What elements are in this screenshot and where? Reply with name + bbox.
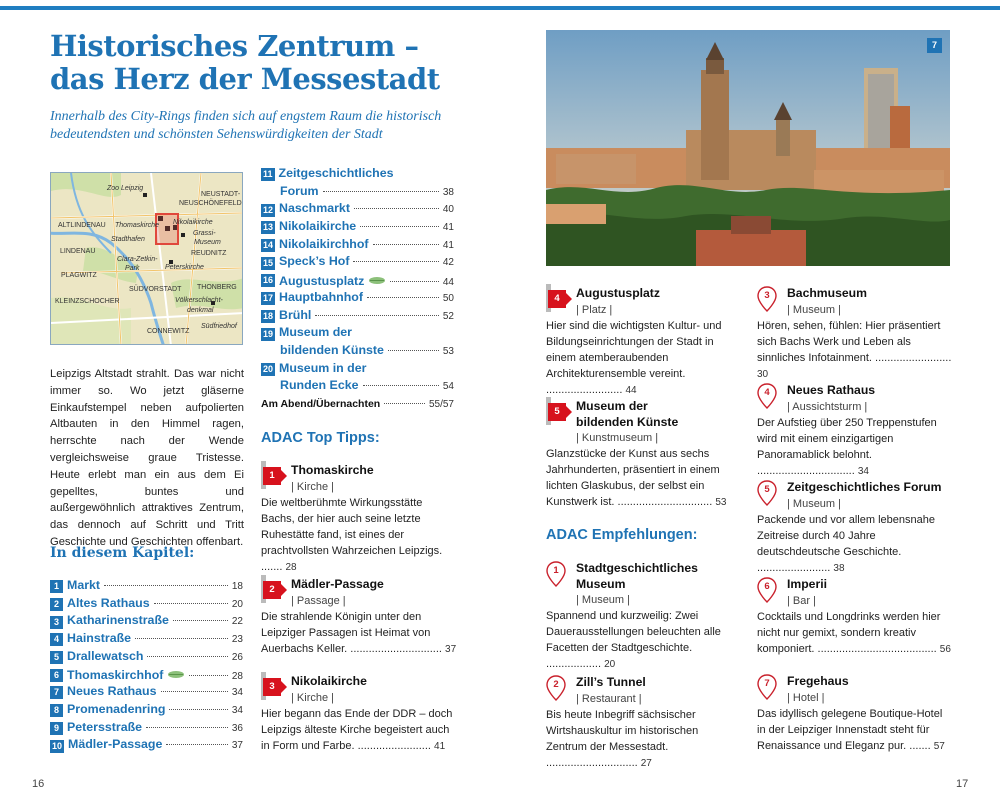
district-map — [50, 172, 243, 345]
tip-number: 1 — [263, 467, 281, 485]
chapter-num: 17 — [263, 293, 274, 304]
leader-dots — [173, 620, 228, 621]
rec-text: Spannend und kurzweilig: Zwei Dauerausstellungen beleuchten alle Facetten der Stadtgeschichte. .................. 20 — [546, 610, 721, 670]
rec-category: | Restaurant | — [576, 692, 642, 705]
rec-body: Spannend und kurzweilig: Zwei Dauerausstellungen beleuchten alle Facetten der Stadtgeschichte. — [546, 610, 721, 654]
rec-category: | Bar | — [787, 594, 816, 607]
tip-page: 37 — [445, 643, 457, 655]
chapter-item[interactable] — [261, 237, 454, 255]
tip-category: | Platz | — [576, 303, 613, 316]
chapter-page: 23 — [231, 634, 243, 646]
leader-dots — [146, 727, 228, 728]
chapter-page: 52 — [442, 310, 454, 322]
chapter-num: 16 — [263, 275, 274, 286]
map-label-thomaskirche: Thomaskirche — [115, 222, 159, 229]
leader-dots — [169, 709, 227, 710]
chapter-num: 12 — [263, 204, 274, 215]
chapter-name: Brühl — [279, 307, 312, 322]
chapter-num: 14 — [263, 240, 274, 251]
map-pin-icon — [546, 561, 566, 587]
leader-dots — [390, 281, 439, 282]
map-label-kleinzschocher: KLEINZSCHOCHER — [55, 298, 120, 305]
map-label-neustadt: NEUSTADT- — [201, 191, 241, 198]
top-tip-entry[interactable] — [261, 674, 457, 755]
chapter-item[interactable] — [50, 631, 243, 649]
chapter-item[interactable] — [261, 254, 454, 272]
chapter-num: 11 — [263, 169, 273, 180]
map-label-suedvorstadt: SÜDVORSTADT — [129, 286, 182, 293]
rec-page: 30 — [757, 368, 769, 380]
title-line-1: Historisches Zentrum – — [50, 29, 419, 63]
chapter-page: 28 — [231, 671, 243, 683]
chapter-item[interactable] — [50, 649, 243, 667]
page-number-right: 17 — [956, 778, 969, 790]
top-rule — [0, 6, 1000, 10]
rec-body: Hören, sehen, fühlen: Hier präsentiert sich Bachs Werk und Leben als sinnliches Infotainment. — [757, 319, 941, 364]
chapter-num: 9 — [50, 722, 63, 735]
chapter-name: Markt — [67, 578, 101, 592]
chapter-item[interactable] — [261, 290, 454, 308]
chapter-num: 1 — [50, 580, 63, 593]
chapter-name: Nikolaikirche — [279, 219, 357, 234]
chapter-num: 2 — [50, 598, 63, 611]
rec-body: Packende und vor allem lebensnahe Zeitreise durch 40 Jahre deutschdeutsche Geschichte. — [757, 513, 935, 558]
rec-title: Neues Rathaus — [787, 383, 876, 397]
city-hall-photo — [546, 30, 950, 266]
chapter-page: 42 — [442, 257, 454, 269]
chapter-name: Neues Rathaus — [67, 684, 157, 699]
chapter-name: Zeitgeschichtliches — [278, 166, 394, 180]
chapter-num: 4 — [50, 633, 63, 646]
chapter-name: Speck’s Hof — [279, 254, 350, 269]
chapter-list-2 — [261, 166, 454, 396]
chapter-num: 13 — [263, 222, 274, 233]
chapter-name: Altes Rathaus — [67, 595, 150, 610]
rec-category: | Aussichtsturm | — [787, 400, 868, 413]
chapter-name: Nikolaikirchhof — [279, 236, 369, 251]
lead-text — [50, 108, 490, 144]
map-label-lindenau: LINDENAU — [60, 248, 96, 255]
chapter-page: 41 — [442, 222, 454, 234]
chapter-page: 22 — [231, 616, 243, 628]
tip-text: Hier sind die wichtigsten Kultur- und Bildungseinrichtungen der Stadt in einem atemberaubenden Architekturensemble vereint. ......................... 44 — [546, 319, 722, 396]
map-label-nikolaikirche: Nikolaikirche — [173, 219, 213, 226]
map-label-stadthafen: Stadthafen — [111, 236, 145, 243]
chapter-page: 18 — [231, 581, 243, 592]
rec-body: Cocktails und Longdrinks werden hier nicht nur gemixt, sondern kreativ komponiert. — [757, 610, 941, 655]
chapter-num: 8 — [50, 704, 63, 717]
chapter-num: 7 — [50, 686, 63, 699]
lead-line-2: bedeutendsten und schönsten Sehenswürdigkeiten der Stadt — [50, 127, 383, 142]
chapter-page: 34 — [231, 687, 243, 699]
rec-title-line-2: Museum — [576, 576, 626, 591]
intro-text: Leipzigs Altstadt strahlt. Das war nicht immer so. Wo jetzt gläserne Einkaufstempel neben aufpolierten Altbauten in den Himmel ragen, herrschte nach der Wende vergleichsweise graue Tristesse. Heute erlebt man ein aus dem Ei gepelltes, buntes und außergewöhnlich attraktives Zentrum, das dennoch auf Schritt und Tritt Geschichte und Geschichten offenbart. — [50, 368, 244, 548]
tip-title: Nikolaikirche — [291, 674, 367, 688]
tip-page: 41 — [434, 740, 446, 752]
tip-page: 28 — [285, 561, 297, 573]
rec-number: 7 — [764, 678, 770, 689]
chapter-name: Promenadenring — [67, 701, 166, 716]
chapter-item[interactable] — [50, 684, 243, 702]
rec-title: Zill’s Tunnel — [576, 675, 646, 689]
chapter-item[interactable] — [50, 666, 243, 684]
red-flag-icon — [261, 461, 283, 493]
map-label-zoo: Zoo Leipzig — [107, 185, 144, 192]
chapter-heading: In diesem Kapitel: — [50, 545, 195, 561]
tip-body: Die strahlende Königin unter den Leipziger Passagen ist Heimat von Auerbachs Keller. — [261, 610, 431, 655]
leader-dots — [388, 350, 439, 351]
tip-number: 5 — [548, 403, 566, 421]
map-pin-icon — [757, 674, 777, 700]
rec-category: | Museum | — [787, 497, 842, 510]
rec-number: 5 — [764, 484, 770, 495]
chapter-num: 3 — [50, 616, 63, 629]
tip-text: Die strahlende Königin unter den Leipziger Passagen ist Heimat von Auerbachs Keller. .............................. 37 — [261, 610, 457, 655]
map-pin-icon — [546, 675, 566, 701]
rec-number: 3 — [764, 290, 770, 301]
leader-dots — [384, 403, 425, 404]
map-label-connewitz: CONNEWITZ — [147, 328, 190, 335]
top-tip-entry[interactable] — [546, 286, 742, 399]
evening-link[interactable] — [261, 398, 454, 410]
tip-number: 3 — [263, 678, 281, 696]
tip-title: Thomaskirche — [291, 463, 374, 477]
map-label-peterskirche: Peterskirche — [165, 264, 204, 271]
chapter-name: Museum in der — [279, 360, 367, 375]
chapter-num: 6 — [50, 669, 63, 682]
chapter-item[interactable] — [261, 325, 454, 360]
chapter-item[interactable] — [50, 613, 243, 631]
chapter-name: Petersstraße — [67, 719, 143, 734]
top-tips-heading: ADAC Top Tipps: — [261, 430, 380, 446]
tip-number: 2 — [263, 581, 281, 599]
rec-body: Das idyllisch gelegene Boutique-Hotel in der Leipziger Innenstadt steht für Renaissance und Eleganz pur. — [757, 707, 943, 752]
evening-page: 55/57 — [428, 399, 454, 410]
chapter-page: 36 — [231, 722, 243, 734]
rec-page: 34 — [857, 465, 869, 477]
chapter-item[interactable] — [50, 737, 243, 755]
rec-text: Packende und vor allem lebensnahe Zeitreise durch 40 Jahre deutschdeutsche Geschichte. ........................ 38 — [757, 513, 935, 574]
title-line-2: das Herz der Messestadt — [50, 62, 440, 96]
chapter-num: 10 — [52, 740, 63, 751]
rec-page: 56 — [939, 643, 951, 655]
rec-number: 4 — [764, 387, 770, 398]
chapter-page: 34 — [231, 704, 243, 716]
rec-text: Cocktails und Longdrinks werden hier nicht nur gemixt, sondern kreativ komponiert. ....................................... 56 — [757, 610, 951, 655]
chapter-list — [50, 578, 243, 755]
rec-body: Bis heute Inbegriff sächsischer Wirtshauskultur im historischen Zentrum der Messestadt. — [546, 708, 699, 753]
chapter-item[interactable] — [50, 720, 243, 738]
evening-label: Am Abend/Übernachten — [261, 398, 381, 410]
recommendation-entry[interactable] — [546, 561, 742, 673]
rec-title: Imperii — [787, 577, 827, 591]
leader-dots — [315, 315, 439, 316]
chapter-name: Mädler-Passage — [68, 737, 163, 752]
tip-title: Augustusplatz — [576, 286, 660, 300]
rec-text: Hören, sehen, fühlen: Hier präsentiert sich Bachs Werk und Leben als sinnliches Infotainment. ......................... 30 — [757, 319, 952, 380]
tip-category: | Kirche | — [291, 691, 335, 704]
map-label-grassi-1: Grassi- — [193, 230, 216, 237]
rec-page: 57 — [933, 740, 945, 752]
chapter-num: 18 — [263, 310, 274, 321]
chapter-page: 26 — [231, 651, 243, 663]
map-label-voelker-1: Völkerschlacht- — [175, 297, 223, 304]
map-label-reudnitz: REUDNITZ — [191, 250, 227, 257]
chapter-item[interactable] — [261, 308, 454, 326]
chapter-page: 40 — [442, 204, 454, 216]
rec-number: 6 — [764, 581, 770, 592]
top-tip-entry[interactable] — [261, 577, 457, 658]
chapter-num: 19 — [263, 328, 274, 339]
chapter-item[interactable] — [50, 702, 243, 720]
red-flag-icon — [261, 672, 283, 704]
map-label-clara-2: Park — [125, 265, 140, 272]
leader-dots — [154, 603, 228, 604]
recommendation-entry[interactable] — [546, 675, 742, 772]
tip-text: Hier begann das Ende der DDR – doch Leipzigs älteste Kirche begeistert auch in Form und Farbe. ........................ 41 — [261, 707, 453, 752]
chapter-name: Thomaskirchhof — [67, 668, 164, 683]
rec-title: Zeitgeschichtliches Forum — [787, 480, 942, 494]
leader-dots — [104, 585, 228, 586]
map-label-altlindenau: ALTLINDENAU — [58, 222, 106, 229]
red-flag-icon — [546, 397, 568, 429]
green-leaf-icon — [167, 666, 185, 675]
chapter-item[interactable] — [50, 596, 243, 614]
red-flag-icon — [261, 575, 283, 607]
chapter-name: Museum der — [279, 325, 352, 340]
rec-text: Das idyllisch gelegene Boutique-Hotel in der Leipziger Innenstadt steht für Renaissance und Eleganz pur. ....... 57 — [757, 707, 945, 752]
map-label-voelker-2: denkmal — [187, 307, 214, 314]
chapter-num: 20 — [263, 363, 274, 374]
page-title — [50, 30, 510, 96]
tip-page: 44 — [625, 384, 637, 396]
tip-page: 53 — [715, 497, 727, 508]
rec-title: Fregehaus — [787, 674, 849, 688]
rec-text: Bis heute Inbegriff sächsischer Wirtshauskultur im historischen Zentrum der Messestadt. .............................. 27 — [546, 708, 699, 769]
map-pin-icon — [757, 383, 777, 409]
map-pin-icon — [757, 480, 777, 506]
map-label-thonberg: THONBERG — [197, 284, 237, 291]
red-flag-icon — [546, 284, 568, 316]
chapter-name-cont: Forum — [280, 183, 319, 198]
chapter-num: 5 — [50, 651, 63, 664]
chapter-name-cont: Runden Ecke — [280, 378, 359, 393]
rec-page: 38 — [833, 562, 845, 574]
rec-title — [576, 561, 742, 592]
rec-number: 2 — [553, 679, 559, 690]
top-tip-entry[interactable] — [261, 463, 457, 576]
rec-category: | Museum | — [576, 594, 631, 606]
leader-dots — [189, 675, 227, 676]
recommendation-entry[interactable] — [757, 480, 953, 577]
page-number-left: 16 — [32, 778, 45, 790]
chapter-name: Augustusplatz — [279, 274, 365, 289]
recommendation-entry[interactable] — [757, 383, 953, 480]
chapter-page: 38 — [442, 186, 454, 198]
map-label-neuschoenefeld: NEUSCHÖNEFELD — [179, 200, 242, 207]
chapter-page: 50 — [442, 292, 454, 304]
chapter-name: Drallewatsch — [67, 648, 144, 663]
chapter-page: 20 — [231, 598, 243, 610]
rec-category: | Hotel | — [787, 691, 825, 704]
tip-body: Hier begann das Ende der DDR – doch Leipzigs älteste Kirche begeistert auch in Form und Farbe. — [261, 707, 453, 752]
leader-dots — [323, 191, 439, 192]
chapter-name: Naschmarkt — [279, 201, 350, 216]
chapter-name: Hainstraße — [67, 631, 132, 646]
tip-title — [576, 399, 742, 430]
chapter-page: 41 — [442, 239, 454, 251]
leader-dots — [353, 261, 438, 262]
tip-category: | Kirche | — [291, 480, 335, 493]
map-label-suedfriedhof: Südfriedhof — [201, 323, 237, 330]
rec-title-line-1: Stadtgeschichtliches — [576, 561, 698, 575]
chapter-item[interactable] — [50, 578, 243, 596]
chapter-item[interactable] — [261, 219, 454, 237]
recommendation-entry[interactable] — [757, 674, 953, 755]
tip-category: | Kunstmuseum | — [576, 432, 659, 444]
chapter-page: 44 — [442, 277, 454, 289]
rec-text: Der Aufstieg über 250 Treppenstufen wird mit einem einzigartigen Panoramablick belohnt. ................................ 34 — [757, 416, 937, 477]
tip-body: Die weltberühmte Wirkungsstätte Bachs, der hier auch seine letzte Ruhestätte fand, ist eines der prachtvollsten Wahrzeichen Leipzigs. — [261, 496, 443, 557]
chapter-page: 53 — [442, 345, 454, 357]
rec-title: Bachmuseum — [787, 286, 867, 300]
map-pin-icon — [757, 577, 777, 603]
map-label-plagwitz: PLAGWITZ — [61, 272, 97, 279]
chapter-name: Hauptbahnhof — [279, 289, 363, 304]
tip-title-line-2: bildenden Künste — [576, 414, 679, 429]
map-label-grassi-2: Museum — [194, 239, 221, 246]
rec-page: 27 — [640, 757, 652, 769]
chapter-page: 54 — [442, 381, 454, 393]
leader-dots — [147, 656, 227, 657]
rec-body: Der Aufstieg über 250 Treppenstufen wird mit einem einzigartigen Panoramablick belohnt. — [757, 416, 937, 461]
tip-body: Hier sind die wichtigsten Kultur- und Bildungseinrichtungen der Stadt in einem atemberaubenden Architekturensemble vereint. — [546, 319, 722, 380]
leader-dots — [367, 297, 439, 298]
chapter-name: Katharinenstraße — [67, 613, 169, 628]
map-pin-icon — [757, 286, 777, 312]
leader-dots — [135, 638, 228, 639]
rec-page: 20 — [604, 659, 616, 670]
chapter-num: 15 — [263, 257, 274, 268]
green-leaf-icon — [368, 272, 386, 281]
leader-dots — [373, 244, 439, 245]
chapter-item[interactable] — [261, 166, 454, 201]
chapter-page: 37 — [231, 740, 243, 752]
top-tip-entry[interactable] — [546, 399, 742, 511]
tip-category: | Passage | — [291, 594, 346, 607]
recommendations-heading: ADAC Empfehlungen: — [546, 527, 698, 543]
rec-category: | Museum | — [787, 303, 842, 316]
lead-line-1: Innerhalb des City-Rings finden sich auf engstem Raum die historisch — [50, 109, 442, 124]
photo-graphic — [546, 30, 950, 266]
leader-dots — [161, 691, 228, 692]
tip-title: Mädler-Passage — [291, 577, 384, 591]
leader-dots — [354, 208, 439, 209]
chapter-item[interactable] — [261, 201, 454, 219]
leader-dots — [363, 385, 439, 386]
leader-dots — [360, 226, 439, 227]
tip-text: Glanzstücke der Kunst aus sechs Jahrhunderten, präsentiert in einem lichten Glaskubus, der selbst ein Kunstwerk ist. ............................... 53 — [546, 448, 727, 508]
chapter-item[interactable] — [261, 361, 454, 396]
photo-number-badge: 7 — [927, 38, 942, 53]
tip-number: 4 — [548, 290, 566, 308]
rec-number: 1 — [553, 565, 559, 576]
leader-dots — [166, 744, 228, 745]
recommendation-entry[interactable] — [757, 286, 953, 383]
recommendation-entry[interactable] — [757, 577, 953, 658]
tip-body: Glanzstücke der Kunst aus sechs Jahrhunderten, präsentiert in einem lichten Glaskubus, der selbst ein Kunstwerk ist. — [546, 448, 720, 508]
chapter-name-cont: bildenden Künste — [280, 342, 384, 357]
tip-title-line-1: Museum der — [576, 399, 648, 413]
map-label-clara-1: Clara-Zetkin- — [117, 256, 158, 263]
chapter-item[interactable] — [261, 272, 454, 290]
tip-text: Die weltberühmte Wirkungsstätte Bachs, der hier auch seine letzte Ruhestätte fand, ist eines der prachtvollsten Wahrzeichen Leipzigs. ....... 28 — [261, 496, 443, 573]
